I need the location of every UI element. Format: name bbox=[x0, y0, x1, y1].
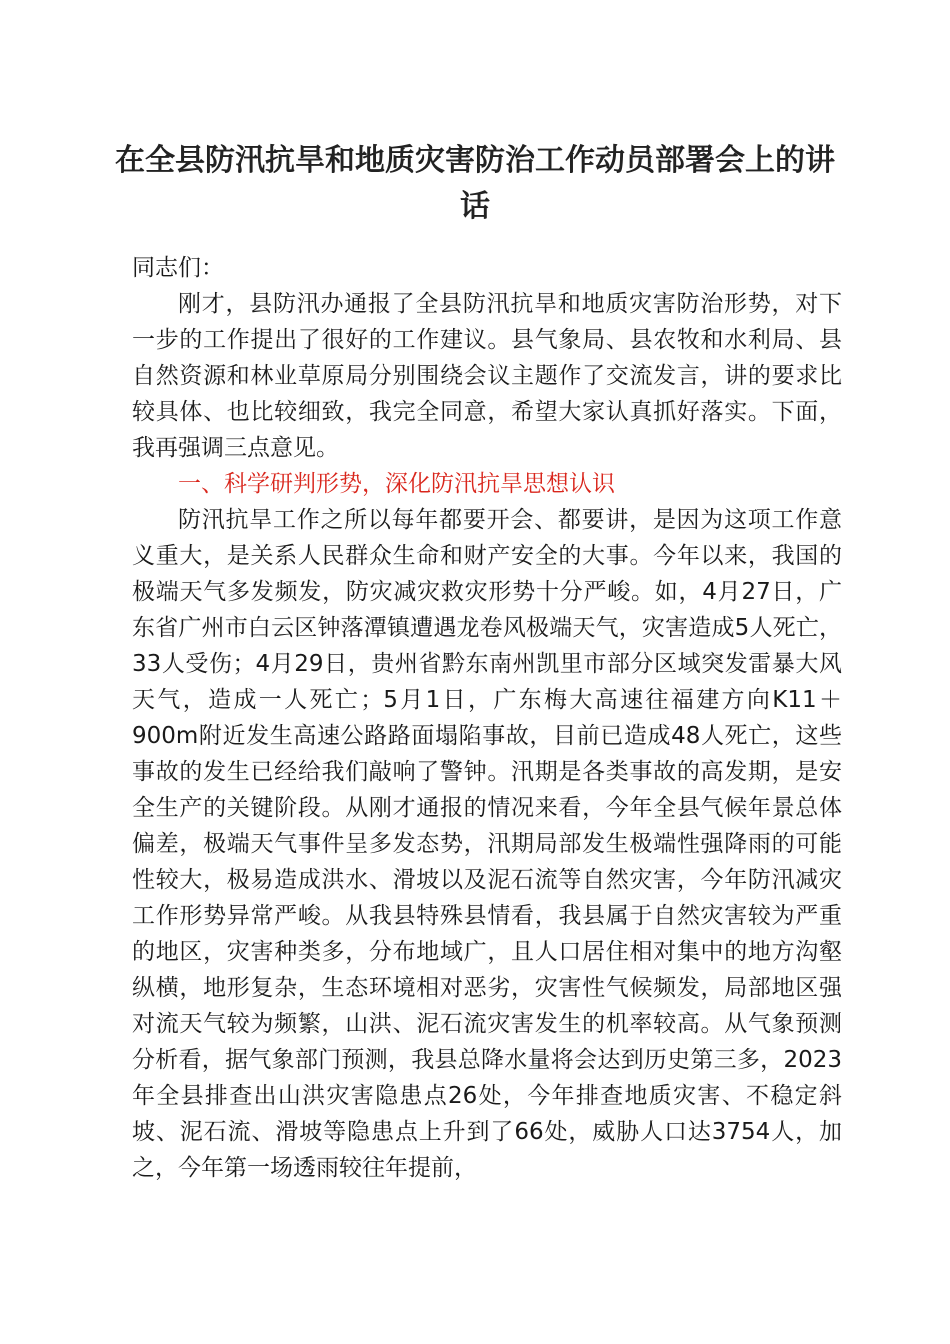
salutation: 同志们： bbox=[132, 255, 224, 281]
document-title: 在全县防汛抗旱和地质灾害防治工作动员部署会上的讲话 bbox=[115, 143, 835, 224]
section-heading-1: 一、科学研判形势，深化防汛抗旱思想认识 bbox=[178, 471, 615, 497]
document-body bbox=[132, 250, 842, 1186]
intro-paragraph: 刚才，县防汛办通报了全县防汛抗旱和地质灾害防治形势，对下一步的工作提出了很好的工作建议。县气象局、县农牧和水利局、县自然资源和林业草原局分别围绕会议主题作了交流发言，讲的要求比较具体、也比较细致，我完全同意，希望大家认真抓好落实。下面，我再强调三点意见。 bbox=[132, 291, 842, 461]
section-1-paragraph: 防汛抗旱工作之所以每年都要开会、都要讲，是因为这项工作意义重大，是关系人民群众生命和财产安全的大事。今年以来，我国的极端天气多发频发，防灾减灾救灾形势十分严峻。如，4月27日，广东省广州市白云区钟落潭镇遭遇龙卷风极端天气，灾害造成5人死亡，33人受伤；4月29日，贵州省黔东南州凯里市部分区域突发雷暴大风天气，造成一人死亡；5月1日，广东梅大高速往福建方向K11＋900m附近发生高速公路路面塌陷事故，目前已造成48人死亡，这些事故的发生已经给我们敲响了警钟。汛期是各类事故的高发期，是安全生产的关键阶段。从刚才通报的情况来看，今年全县气候年景总体偏差，极端天气事件呈多发态势，汛期局部发生极端性强降雨的可能性较大，极易造成洪水、滑坡以及泥石流等自然灾害，今年防汛减灾工作形势异常严峻。从我县特殊县情看，我县属于自然灾害较为严重的地区，灾害种类多，分布地域广，且人口居住相对集中的地方沟壑纵横，地形复杂，生态环境相对恶劣，灾害性气候频发，局部地区强对流天气较为频繁，山洪、泥石流灾害发生的机率较高。从气象预测分析看，据气象部门预测，我县总降水量将会达到历史第三多，2023年全县排查出山洪灾害隐患点26处，今年排查地质灾害、不稳定斜坡、泥石流、滑坡等隐患点上升到了66处，威胁人口达3754人，加之，今年第一场透雨较往年提前， bbox=[132, 507, 842, 1181]
